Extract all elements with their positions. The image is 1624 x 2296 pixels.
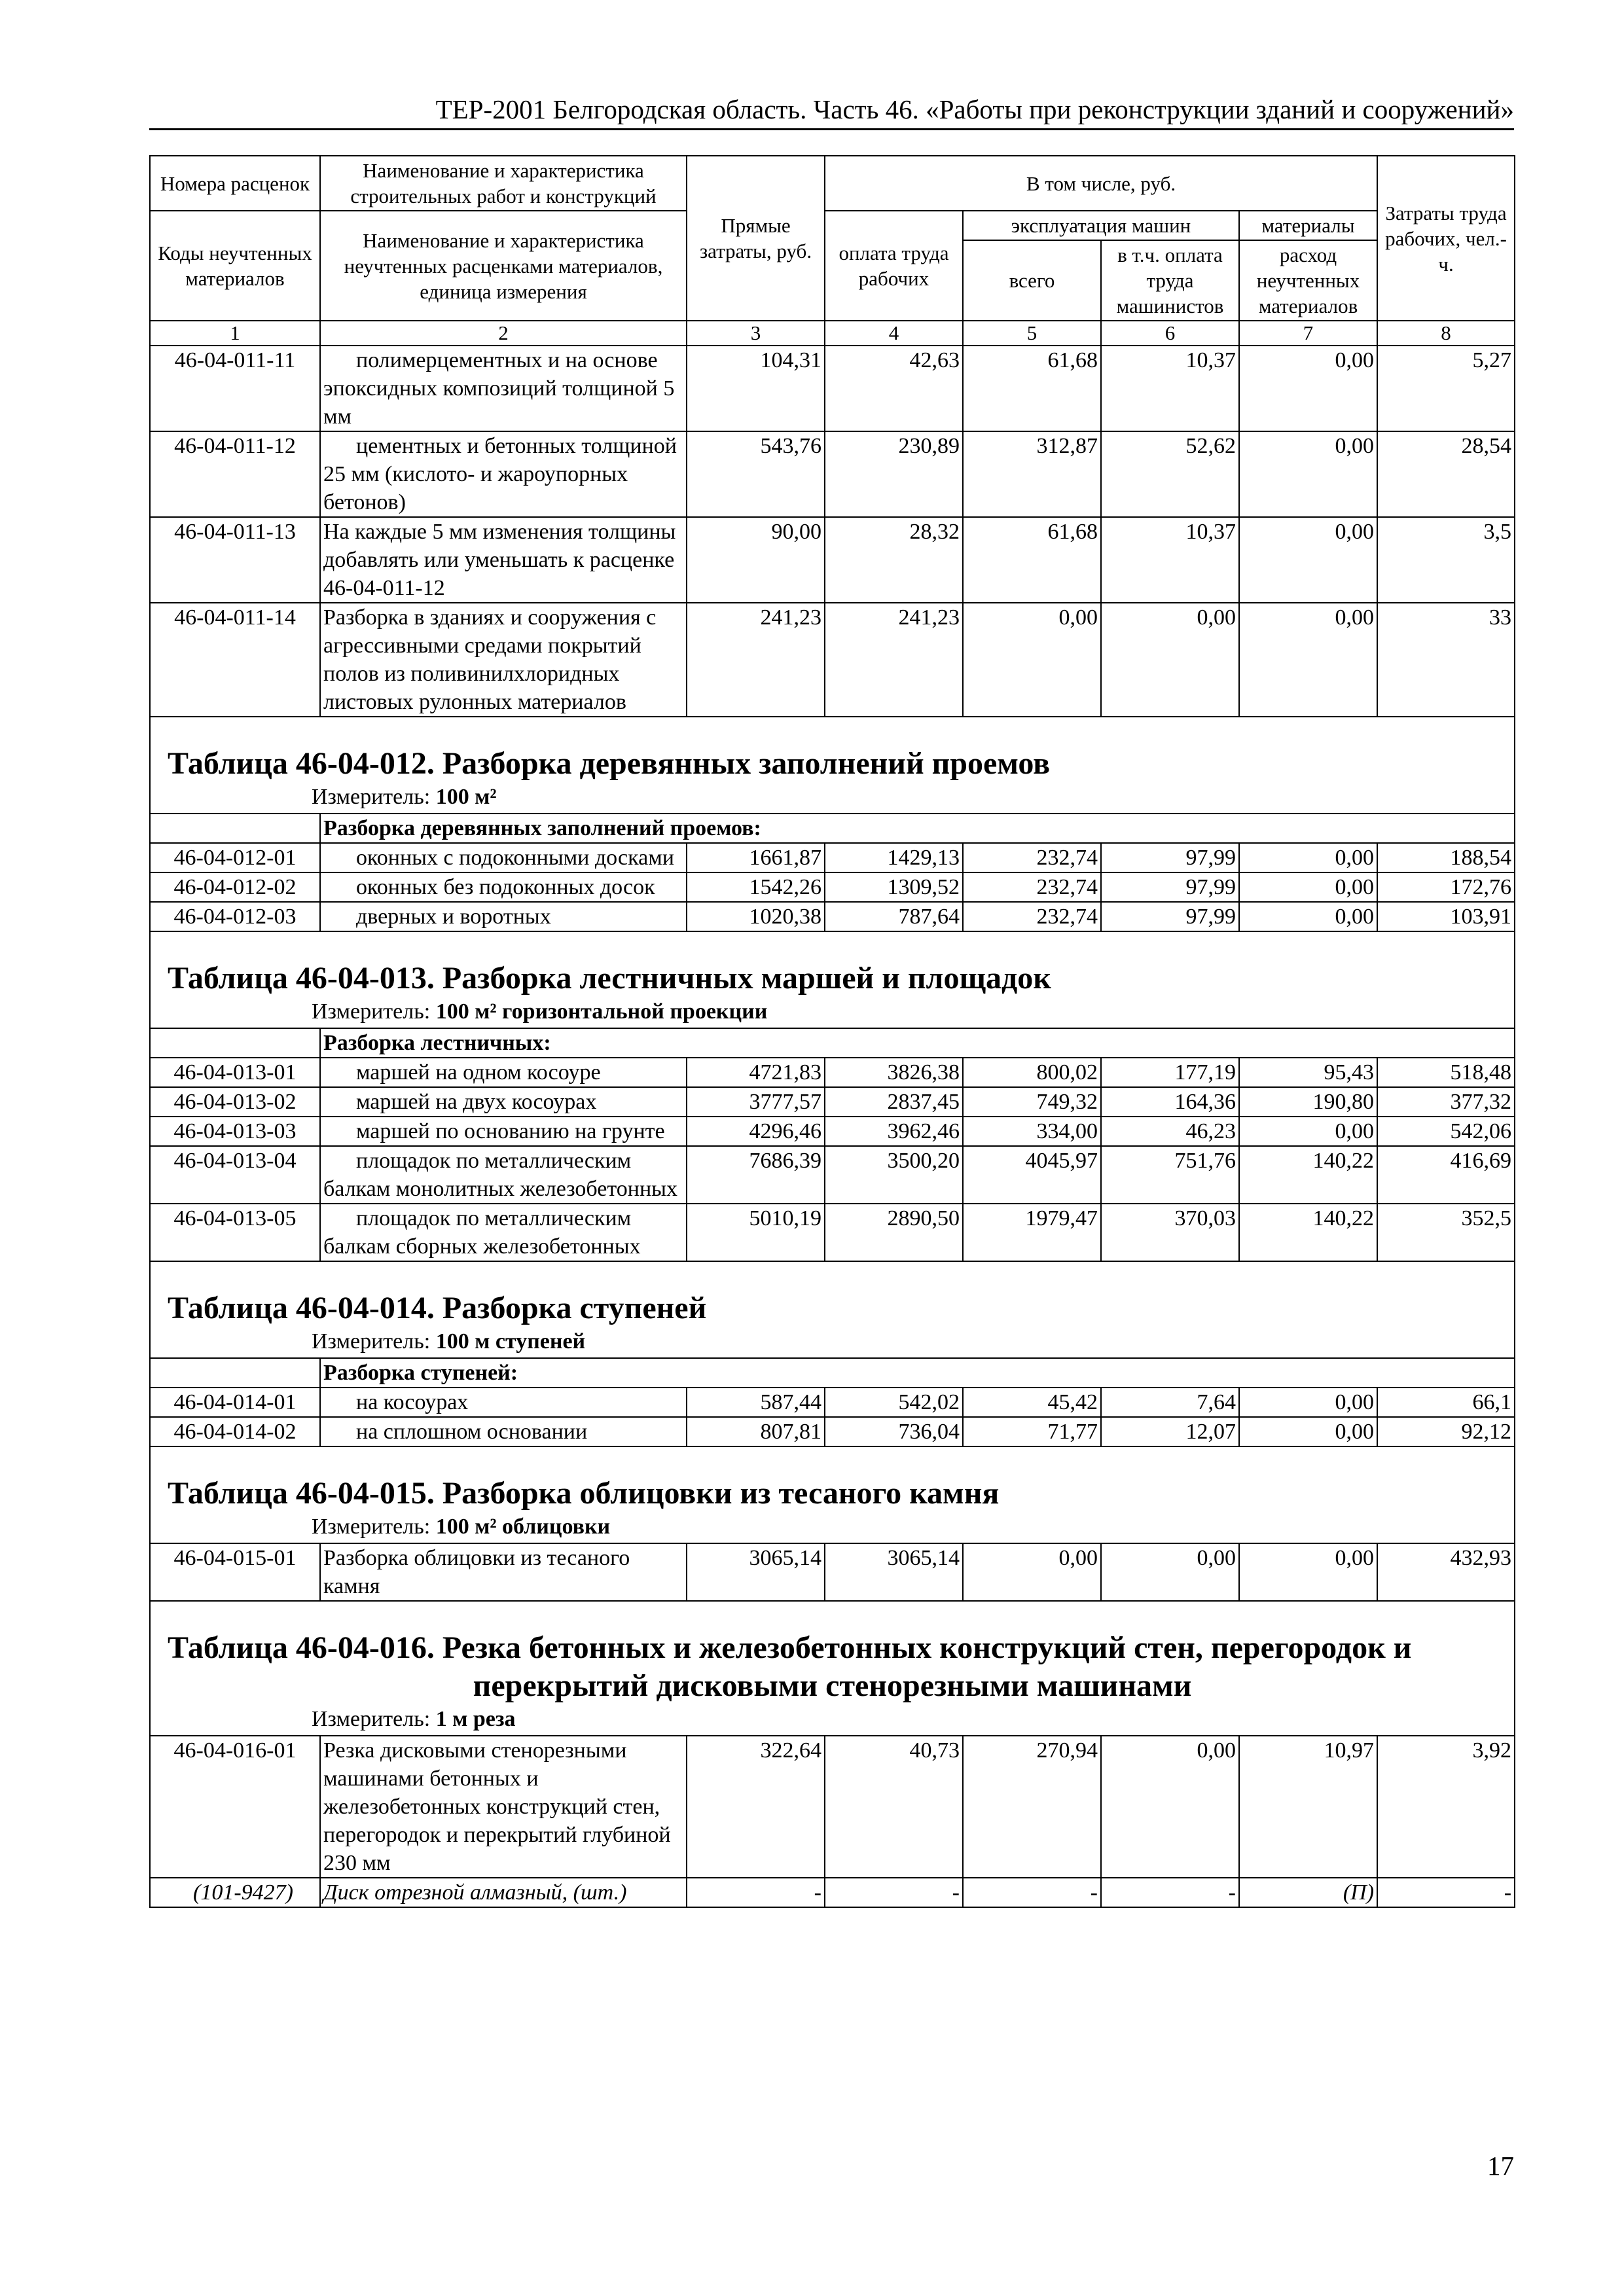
table-row — [150, 603, 1515, 717]
rate-code: 46-04-011-11 — [150, 346, 320, 431]
table-row — [150, 1204, 1515, 1261]
rate-name-text: дверных и воротных — [356, 905, 551, 929]
column-number: 5 — [963, 321, 1101, 346]
header-incl: В том числе, руб. — [825, 156, 1377, 211]
group-row — [150, 814, 1515, 843]
direct-cost: 104,31 — [687, 346, 825, 431]
header-col5: всего — [963, 240, 1101, 321]
section-header — [150, 931, 1515, 1028]
table-row — [150, 1417, 1515, 1446]
rate-name — [320, 1087, 687, 1117]
material-consumption: 0,00 — [1239, 1117, 1377, 1146]
rate-name-text: Резка дисковыми стенорезными машинами бетонных и железобетонных конструкций стен, перегородок и перекрытий глубиной 230 мм — [323, 1738, 671, 1875]
table-body — [150, 346, 1515, 1907]
rates-table — [149, 155, 1515, 1908]
section-heading-cell — [150, 717, 1515, 814]
header-col8: Затраты труда рабочих, чел.-ч. — [1377, 156, 1515, 321]
direct-cost: 322,64 — [687, 1736, 825, 1878]
labor-hours: - — [1377, 1878, 1515, 1907]
machinist-pay: 0,00 — [1101, 1736, 1239, 1878]
material-consumption: 0,00 — [1239, 346, 1377, 431]
machine-total: 1979,47 — [963, 1204, 1101, 1261]
section-header — [150, 1446, 1515, 1543]
column-number: 6 — [1101, 321, 1239, 346]
rate-code: 46-04-013-02 — [150, 1087, 320, 1117]
running-header: ТЕР-2001 Белгородская область. Часть 46. «Работы при реконструкции зданий и сооружений» — [149, 93, 1514, 130]
labor-hours: 3,92 — [1377, 1736, 1515, 1878]
rate-code: (101-9427) — [150, 1878, 320, 1907]
direct-cost: 1661,87 — [687, 843, 825, 872]
machine-total: 61,68 — [963, 517, 1101, 603]
section-meter — [168, 783, 1497, 813]
rate-code: 46-04-014-01 — [150, 1388, 320, 1417]
header-col4: оплата труда рабочих — [825, 211, 963, 321]
section-title-line2: перекрытий дисковыми стенорезными машинами — [473, 1668, 1192, 1703]
labor-hours: 66,1 — [1377, 1388, 1515, 1417]
machinist-pay: 177,19 — [1101, 1058, 1239, 1087]
rate-name-text: маршей на одном косоуре — [356, 1060, 601, 1085]
rate-name-text: Разборка в зданиях и сооружения с агрессивными средами покрытий полов из поливинилхлоридных листовых рулонных материалов — [323, 605, 657, 714]
table-row — [150, 431, 1515, 517]
labor-hours: 28,54 — [1377, 431, 1515, 517]
machine-total: - — [963, 1878, 1101, 1907]
machinist-pay: 46,23 — [1101, 1117, 1239, 1146]
section-meter — [168, 997, 1497, 1028]
direct-cost: 4296,46 — [687, 1117, 825, 1146]
rate-name — [320, 902, 687, 931]
direct-cost: 7686,39 — [687, 1146, 825, 1204]
direct-cost: 807,81 — [687, 1417, 825, 1446]
header-col2-top: Наименование и характеристика строительных работ и конструкций — [320, 156, 687, 211]
rate-name-text: полимерцементных и на основе эпоксидных композиций толщиной 5 мм — [323, 348, 675, 429]
rate-name-text: оконных с подоконными досками — [356, 846, 674, 870]
header-col2-bottom: Наименование и характеристика неучтенных расценками материалов, единица измерения — [320, 211, 687, 321]
labor-hours: 103,91 — [1377, 902, 1515, 931]
labor-pay: 3065,14 — [825, 1543, 963, 1601]
labor-hours: 416,69 — [1377, 1146, 1515, 1204]
machine-total: 232,74 — [963, 902, 1101, 931]
rate-name — [320, 346, 687, 431]
material-consumption: 0,00 — [1239, 843, 1377, 872]
labor-pay: 241,23 — [825, 603, 963, 717]
column-numbers-row — [150, 321, 1515, 346]
rate-name — [320, 603, 687, 717]
labor-pay: 787,64 — [825, 902, 963, 931]
direct-cost: 4721,83 — [687, 1058, 825, 1087]
machine-total: 232,74 — [963, 872, 1101, 902]
rate-code: 46-04-013-01 — [150, 1058, 320, 1087]
labor-pay: 1429,13 — [825, 843, 963, 872]
section-title — [168, 717, 1497, 783]
machine-total: 0,00 — [963, 1543, 1101, 1601]
section-meter — [168, 1513, 1497, 1543]
machinist-pay: 751,76 — [1101, 1146, 1239, 1204]
direct-cost: 241,23 — [687, 603, 825, 717]
direct-cost: 1542,26 — [687, 872, 825, 902]
machinist-pay: 164,36 — [1101, 1087, 1239, 1117]
machine-total: 4045,97 — [963, 1146, 1101, 1204]
header-col7: расход неучтенных материалов — [1239, 240, 1377, 321]
section-title-line1: Таблица 46-04-016. Резка бетонных и железобетонных конструкций стен, перегородок и — [168, 1630, 1412, 1665]
rate-name — [320, 1878, 687, 1907]
section-heading-cell — [150, 1446, 1515, 1543]
table-row — [150, 1087, 1515, 1117]
rate-code: 46-04-011-12 — [150, 431, 320, 517]
rate-name — [320, 517, 687, 603]
machine-total: 334,00 — [963, 1117, 1101, 1146]
rate-name-text: Диск отрезной алмазный, (шт.) — [323, 1880, 627, 1905]
labor-pay: 40,73 — [825, 1736, 963, 1878]
rate-name-text: На каждые 5 мм изменения толщины добавлять или уменьшать к расценке 46-04-011-12 — [323, 520, 676, 600]
labor-hours: 172,76 — [1377, 872, 1515, 902]
machine-total: 312,87 — [963, 431, 1101, 517]
machinist-pay: 0,00 — [1101, 603, 1239, 717]
labor-pay: 230,89 — [825, 431, 963, 517]
machine-total: 232,74 — [963, 843, 1101, 872]
labor-hours: 92,12 — [1377, 1417, 1515, 1446]
labor-hours: 377,32 — [1377, 1087, 1515, 1117]
table-row — [150, 346, 1515, 431]
group-row — [150, 1358, 1515, 1388]
group-blank — [150, 1028, 320, 1058]
section-title-line1: Таблица 46-04-013. Разборка лестничных маршей и площадок — [168, 961, 1051, 996]
labor-pay: 736,04 — [825, 1417, 963, 1446]
group-row — [150, 1028, 1515, 1058]
rate-name — [320, 1736, 687, 1878]
machine-total: 800,02 — [963, 1058, 1101, 1087]
meter-value: 1 м реза — [435, 1707, 516, 1731]
header-materials: материалы — [1239, 211, 1377, 240]
meter-label: Измеритель: — [312, 1329, 431, 1354]
table-row — [150, 1146, 1515, 1204]
material-consumption: 0,00 — [1239, 902, 1377, 931]
labor-hours: 518,48 — [1377, 1058, 1515, 1087]
rate-code: 46-04-013-04 — [150, 1146, 320, 1204]
rate-name — [320, 431, 687, 517]
machinist-pay: 52,62 — [1101, 431, 1239, 517]
rate-name-text: маршей на двух косоурах — [356, 1090, 597, 1114]
column-number: 8 — [1377, 321, 1515, 346]
machine-total: 270,94 — [963, 1736, 1101, 1878]
section-title-line1: Таблица 46-04-014. Разборка ступеней — [168, 1291, 707, 1325]
section-heading-cell — [150, 1601, 1515, 1736]
group-title: Разборка ступеней: — [320, 1358, 1515, 1388]
material-consumption: 140,22 — [1239, 1204, 1377, 1261]
header-col6: в т.ч. оплата труда машинистов — [1101, 240, 1239, 321]
rate-name-text: на косоурах — [356, 1390, 469, 1414]
meter-label: Измеритель: — [312, 785, 431, 809]
labor-hours: 432,93 — [1377, 1543, 1515, 1601]
material-consumption: 0,00 — [1239, 1543, 1377, 1601]
labor-pay: - — [825, 1878, 963, 1907]
material-consumption: 190,80 — [1239, 1087, 1377, 1117]
table-row — [150, 902, 1515, 931]
section-header — [150, 1601, 1515, 1736]
rate-name — [320, 1417, 687, 1446]
table-row — [150, 1388, 1515, 1417]
table-row — [150, 1736, 1515, 1878]
labor-pay: 28,32 — [825, 517, 963, 603]
labor-pay: 1309,52 — [825, 872, 963, 902]
rate-name — [320, 1204, 687, 1261]
table-header — [150, 156, 1515, 346]
machine-total: 0,00 — [963, 603, 1101, 717]
rate-name-text: маршей по основанию на грунте — [356, 1119, 665, 1143]
machinist-pay: 370,03 — [1101, 1204, 1239, 1261]
group-blank — [150, 814, 320, 843]
machinist-pay: 0,00 — [1101, 1543, 1239, 1601]
section-header — [150, 717, 1515, 814]
labor-pay: 3500,20 — [825, 1146, 963, 1204]
labor-hours: 542,06 — [1377, 1117, 1515, 1146]
rate-code: 46-04-013-03 — [150, 1117, 320, 1146]
material-consumption: 0,00 — [1239, 603, 1377, 717]
table-row — [150, 517, 1515, 603]
rate-name — [320, 843, 687, 872]
rate-code: 46-04-015-01 — [150, 1543, 320, 1601]
direct-cost: 587,44 — [687, 1388, 825, 1417]
rate-name — [320, 1543, 687, 1601]
page-number: 17 — [1487, 2151, 1514, 2181]
meter-value: 100 м² горизонтальной проекции — [435, 999, 768, 1024]
column-number: 1 — [150, 321, 320, 346]
header-machines: эксплуатация машин — [963, 211, 1239, 240]
labor-pay: 2890,50 — [825, 1204, 963, 1261]
machine-total: 71,77 — [963, 1417, 1101, 1446]
column-number: 7 — [1239, 321, 1377, 346]
table-row — [150, 872, 1515, 902]
direct-cost: 90,00 — [687, 517, 825, 603]
machine-total: 749,32 — [963, 1087, 1101, 1117]
material-consumption: 0,00 — [1239, 1417, 1377, 1446]
meter-value: 100 м ступеней — [435, 1329, 586, 1354]
section-title-line1: Таблица 46-04-012. Разборка деревянных заполнений проемов — [168, 746, 1051, 781]
rate-code: 46-04-016-01 — [150, 1736, 320, 1878]
table-row — [150, 1058, 1515, 1087]
rate-name — [320, 1388, 687, 1417]
column-number: 2 — [320, 321, 687, 346]
direct-cost: 3777,57 — [687, 1087, 825, 1117]
section-title — [168, 1602, 1497, 1705]
meter-value: 100 м² облицовки — [435, 1515, 611, 1539]
labor-pay: 2837,45 — [825, 1087, 963, 1117]
meter-label: Измеритель: — [312, 1707, 431, 1731]
column-number: 3 — [687, 321, 825, 346]
section-heading-cell — [150, 1261, 1515, 1358]
material-consumption: 140,22 — [1239, 1146, 1377, 1204]
section-heading-cell — [150, 931, 1515, 1028]
section-header — [150, 1261, 1515, 1358]
table-row — [150, 843, 1515, 872]
rate-name — [320, 1117, 687, 1146]
machinist-pay: - — [1101, 1878, 1239, 1907]
labor-pay: 3962,46 — [825, 1117, 963, 1146]
rate-code: 46-04-012-03 — [150, 902, 320, 931]
rate-name-text: цементных и бетонных толщиной 25 мм (кислото- и жароупорных бетонов) — [323, 434, 677, 514]
header-col1-top: Номера расценок — [150, 156, 320, 211]
material-consumption: 95,43 — [1239, 1058, 1377, 1087]
labor-pay: 542,02 — [825, 1388, 963, 1417]
machinist-pay: 97,99 — [1101, 843, 1239, 872]
machinist-pay: 12,07 — [1101, 1417, 1239, 1446]
material-consumption: 0,00 — [1239, 431, 1377, 517]
rate-code: 46-04-012-02 — [150, 872, 320, 902]
labor-hours: 352,5 — [1377, 1204, 1515, 1261]
section-meter — [168, 1705, 1497, 1735]
machine-total: 45,42 — [963, 1388, 1101, 1417]
labor-hours: 188,54 — [1377, 843, 1515, 872]
material-consumption: 10,97 — [1239, 1736, 1377, 1878]
material-row — [150, 1878, 1515, 1907]
material-consumption: (П) — [1239, 1878, 1377, 1907]
machinist-pay: 7,64 — [1101, 1388, 1239, 1417]
direct-cost: 1020,38 — [687, 902, 825, 931]
group-title: Разборка деревянных заполнений проемов: — [320, 814, 1515, 843]
rate-name-text: площадок по металлическим балкам монолитных железобетонных — [323, 1149, 678, 1201]
rate-code: 46-04-014-02 — [150, 1417, 320, 1446]
section-title — [168, 932, 1497, 997]
machinist-pay: 10,37 — [1101, 517, 1239, 603]
header-col3: Прямые затраты, руб. — [687, 156, 825, 321]
labor-hours: 33 — [1377, 603, 1515, 717]
material-consumption: 0,00 — [1239, 517, 1377, 603]
labor-hours: 3,5 — [1377, 517, 1515, 603]
direct-cost: - — [687, 1878, 825, 1907]
labor-pay: 42,63 — [825, 346, 963, 431]
material-consumption: 0,00 — [1239, 1388, 1377, 1417]
labor-pay: 3826,38 — [825, 1058, 963, 1087]
section-meter — [168, 1327, 1497, 1357]
rate-name-text: оконных без подоконных досок — [356, 875, 655, 899]
rate-name — [320, 1058, 687, 1087]
table-row — [150, 1543, 1515, 1601]
column-number: 4 — [825, 321, 963, 346]
group-title: Разборка лестничных: — [320, 1028, 1515, 1058]
rate-name — [320, 872, 687, 902]
meter-value: 100 м² — [435, 785, 497, 809]
header-col1-bottom: Коды неучтенных материалов — [150, 211, 320, 321]
section-title — [168, 1262, 1497, 1327]
rate-code: 46-04-012-01 — [150, 843, 320, 872]
rate-code: 46-04-011-14 — [150, 603, 320, 717]
meter-label: Измеритель: — [312, 999, 431, 1024]
rate-name-text: Разборка облицовки из тесаного камня — [323, 1546, 630, 1598]
labor-hours: 5,27 — [1377, 346, 1515, 431]
machinist-pay: 97,99 — [1101, 902, 1239, 931]
machinist-pay: 97,99 — [1101, 872, 1239, 902]
rate-name — [320, 1146, 687, 1204]
rate-code: 46-04-013-05 — [150, 1204, 320, 1261]
section-title — [168, 1447, 1497, 1513]
direct-cost: 543,76 — [687, 431, 825, 517]
direct-cost: 3065,14 — [687, 1543, 825, 1601]
meter-label: Измеритель: — [312, 1515, 431, 1539]
machinist-pay: 10,37 — [1101, 346, 1239, 431]
table-row — [150, 1117, 1515, 1146]
rate-code: 46-04-011-13 — [150, 517, 320, 603]
rate-name-text: площадок по металлическим балкам сборных железобетонных — [323, 1206, 641, 1259]
direct-cost: 5010,19 — [687, 1204, 825, 1261]
section-title-line1: Таблица 46-04-015. Разборка облицовки из тесаного камня — [168, 1476, 1000, 1511]
material-consumption: 0,00 — [1239, 872, 1377, 902]
rate-name-text: на сплошном основании — [356, 1420, 588, 1444]
machine-total: 61,68 — [963, 346, 1101, 431]
group-blank — [150, 1358, 320, 1388]
